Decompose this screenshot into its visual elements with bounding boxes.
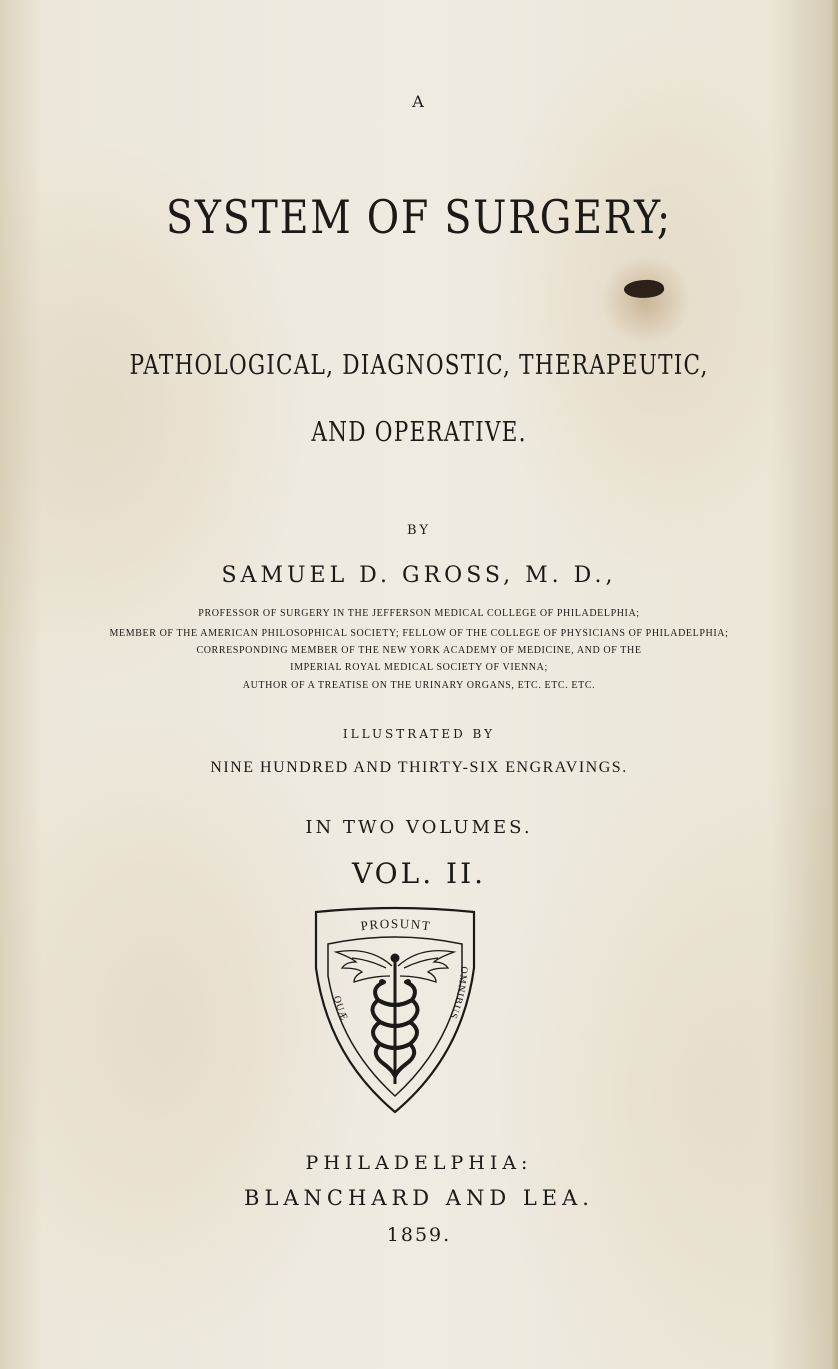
engravings-count: NINE HUNDRED AND THIRTY-SIX ENGRAVINGS. [210, 759, 628, 776]
author-name: SAMUEL D. GROSS, M. D., [221, 563, 617, 588]
credential-line: AUTHOR OF A TREATISE ON THE URINARY ORGANS, ETC. ETC. ETC. [242, 680, 596, 691]
credential-line: CORRESPONDING MEMBER OF THE NEW YORK ACADEMY OF MEDICINE, AND OF THE [196, 645, 642, 656]
credential-line: PROFESSOR OF SURGERY IN THE JEFFERSON MEDICAL COLLEGE OF PHILADELPHIA; [198, 608, 640, 619]
by-line: BY [407, 523, 431, 538]
publication-city: PHILADELPHIA: [305, 1152, 533, 1174]
title-article: A [412, 92, 426, 111]
publisher-name: BLANCHARD AND LEA. [244, 1186, 594, 1210]
emblem-motto-left: QUÆ [331, 994, 350, 1023]
emblem-motto-top: PROSUNT [359, 915, 433, 934]
volume-number: VOL. II. [351, 857, 487, 890]
emblem-motto-right: OMNIBUS. [445, 965, 470, 1025]
volumes-note: IN TWO VOLUMES. [305, 817, 533, 838]
credential-line: IMPERIAL ROYAL MEDICAL SOCIETY OF VIENNA; [290, 662, 548, 673]
illustrated-by: ILLUSTRATED BY [342, 727, 496, 741]
publication-year: 1859. [386, 1224, 452, 1246]
credential-line: MEMBER OF THE AMERICAN PHILOSOPHICAL SOCIETY; FELLOW OF THE COLLEGE OF PHYSICIANS OF PHILADELPHIA; [109, 628, 729, 639]
book-title: SYSTEM OF SURGERY; [166, 190, 672, 244]
subtitle-line-1: PATHOLOGICAL, DIAGNOSTIC, THERAPEUTIC, [129, 350, 709, 381]
foxing-stain [600, 255, 690, 345]
subtitle-line-2: AND OPERATIVE. [311, 417, 527, 448]
caduceus-shield-icon [312, 906, 478, 1116]
